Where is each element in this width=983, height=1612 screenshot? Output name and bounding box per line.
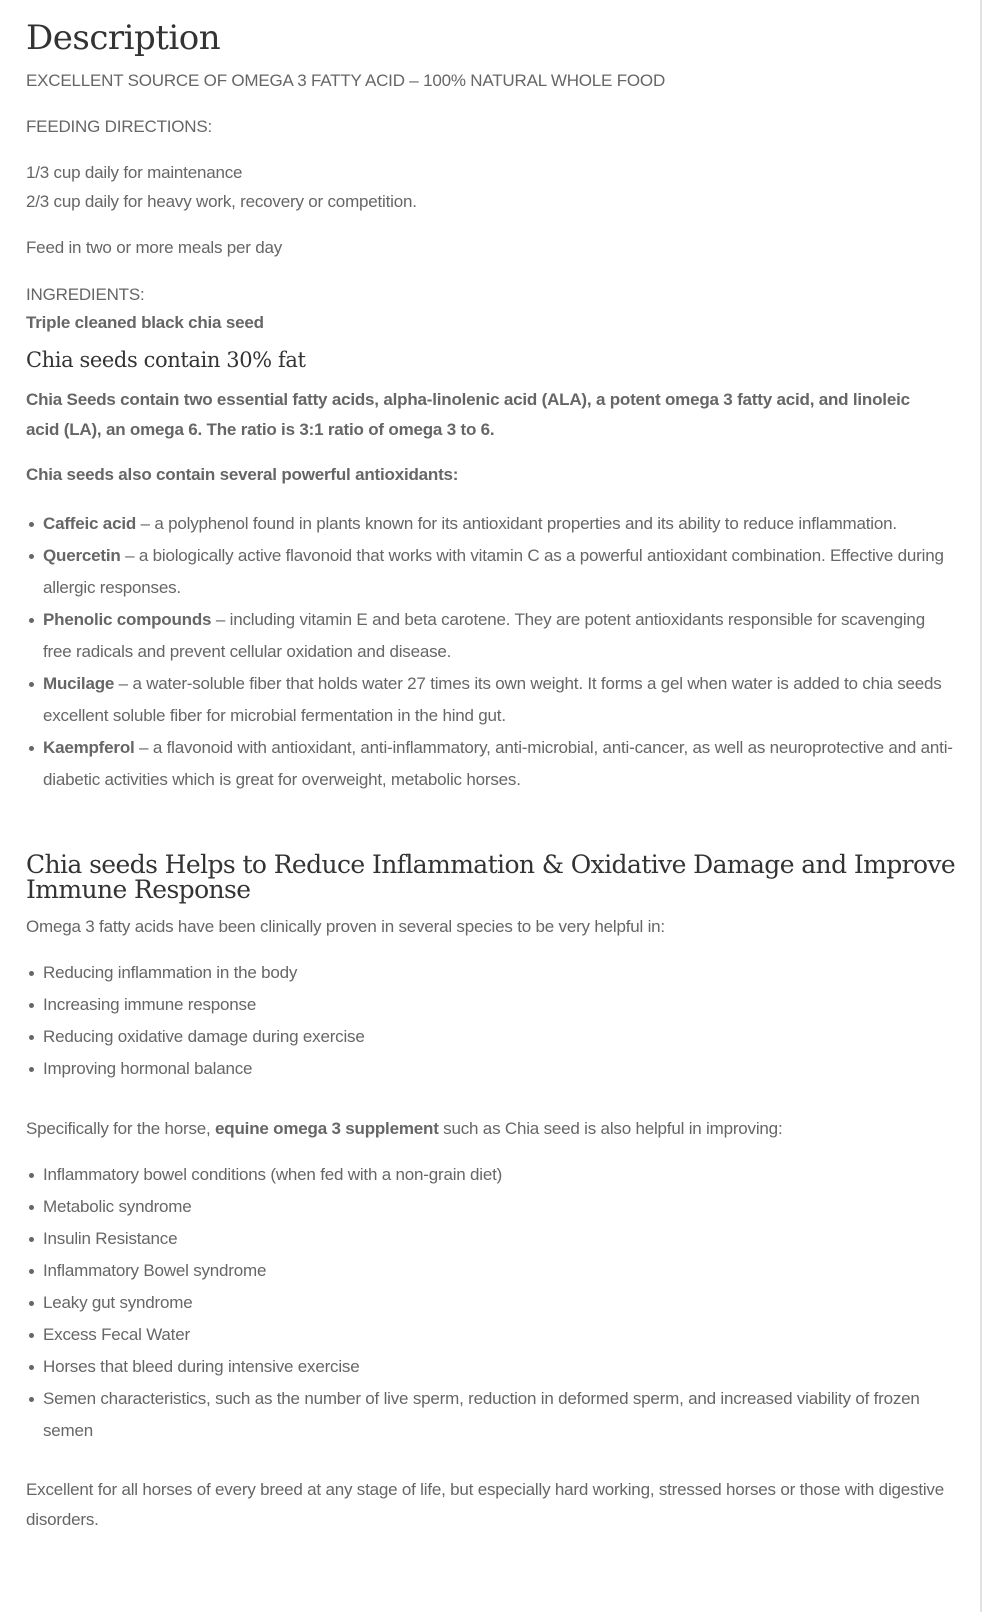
antioxidant-name: Kaempferol: [43, 738, 135, 757]
antioxidants-list: [26, 508, 956, 796]
fatty-acids-paragraph: Chia Seeds contain two essential fatty acids, alpha-linolenic acid (ALA), a potent omega 3 fatty acid, and linoleic acid (LA), an omega 6. The ratio is 3:1 ratio of omega 3 to 6.: [26, 390, 910, 439]
antioxidant-name: Mucilage: [43, 674, 115, 693]
list-item: Reducing inflammation in the body: [26, 957, 956, 989]
ingredients-label: INGREDIENTS:: [26, 285, 145, 304]
tagline: EXCELLENT SOURCE OF OMEGA 3 FATTY ACID – 100% NATURAL WHOLE FOOD: [26, 71, 666, 90]
antioxidant-description: – a water-soluble fiber that holds water 27 times its own weight. It forms a gel when water is added to chia seeds excellent soluble fiber for microbial fermentation in the hind gut.: [43, 674, 942, 725]
list-item: Insulin Resistance: [26, 1223, 956, 1255]
antioxidant-description: – a biologically active flavonoid that works with vitamin C as a powerful antioxidant combination. Effective during allergic responses.: [43, 546, 944, 597]
antioxidant-name: Caffeic acid: [43, 514, 137, 533]
list-item: [26, 604, 956, 668]
inflammation-heading: Chia seeds Helps to Reduce Inflammation & Oxidative Damage and Improve Immune Response: [26, 850, 956, 904]
omega-benefits-list: [26, 957, 956, 1085]
horse-intro-prefix: Specifically for the horse,: [26, 1119, 216, 1138]
description-title: Description: [26, 18, 221, 58]
list-item: [26, 668, 956, 732]
horse-benefits-list: [26, 1159, 956, 1447]
feeding-directions-label: FEEDING DIRECTIONS:: [26, 117, 213, 136]
list-item: [26, 732, 956, 796]
horse-intro-bold: equine omega 3 supplement: [215, 1119, 439, 1138]
list-item: [26, 508, 956, 540]
horse-intro: [26, 1114, 782, 1144]
omega-intro: Omega 3 fatty acids have been clinically proven in several species to be very helpful in:: [26, 917, 665, 936]
list-item: Reducing oxidative damage during exercise: [26, 1021, 956, 1053]
list-item: Increasing immune response: [26, 989, 956, 1021]
list-item: Metabolic syndrome: [26, 1191, 956, 1223]
page-right-border: [980, 0, 982, 1612]
closing-paragraph: Excellent for all horses of every breed at any stage of life, but especially hard working, stressed horses or those with digestive disorders.: [26, 1480, 944, 1529]
meals-note: Feed in two or more meals per day: [26, 238, 283, 257]
antioxidant-description: – a flavonoid with antioxidant, anti-inflammatory, anti-microbial, anti-cancer, as well as neuroprotective and anti-diabetic activities which is great for overweight, metabolic horses.: [43, 738, 953, 789]
fat-heading: Chia seeds contain 30% fat: [26, 348, 306, 372]
antioxidants-intro: Chia seeds also contain several powerful antioxidants:: [26, 465, 459, 484]
ingredients-value: Triple cleaned black chia seed: [26, 313, 264, 332]
antioxidant-name: Phenolic compounds: [43, 610, 212, 629]
list-item: Semen characteristics, such as the number of live sperm, reduction in deformed sperm, and increased viability of frozen semen: [26, 1383, 956, 1447]
list-item: [26, 540, 956, 604]
antioxidant-name: Quercetin: [43, 546, 121, 565]
antioxidant-description: – including vitamin E and beta carotene. They are potent antioxidants responsible for scavenging free radicals and prevent cellular oxidation and disease.: [43, 610, 925, 661]
list-item: Excess Fecal Water: [26, 1319, 956, 1351]
list-item: Leaky gut syndrome: [26, 1287, 956, 1319]
list-item: Inflammatory bowel conditions (when fed with a non-grain diet): [26, 1159, 956, 1191]
list-item: Improving hormonal balance: [26, 1053, 956, 1085]
feeding-line-maintenance: 1/3 cup daily for maintenance: [26, 163, 243, 182]
list-item: Horses that bleed during intensive exercise: [26, 1351, 956, 1383]
list-item: Inflammatory Bowel syndrome: [26, 1255, 956, 1287]
horse-intro-suffix: such as Chia seed is also helpful in improving:: [438, 1119, 783, 1138]
feeding-line-heavy-work: 2/3 cup daily for heavy work, recovery or competition.: [26, 192, 417, 211]
antioxidant-description: – a polyphenol found in plants known for its antioxidant properties and its ability to reduce inflammation.: [136, 514, 897, 533]
